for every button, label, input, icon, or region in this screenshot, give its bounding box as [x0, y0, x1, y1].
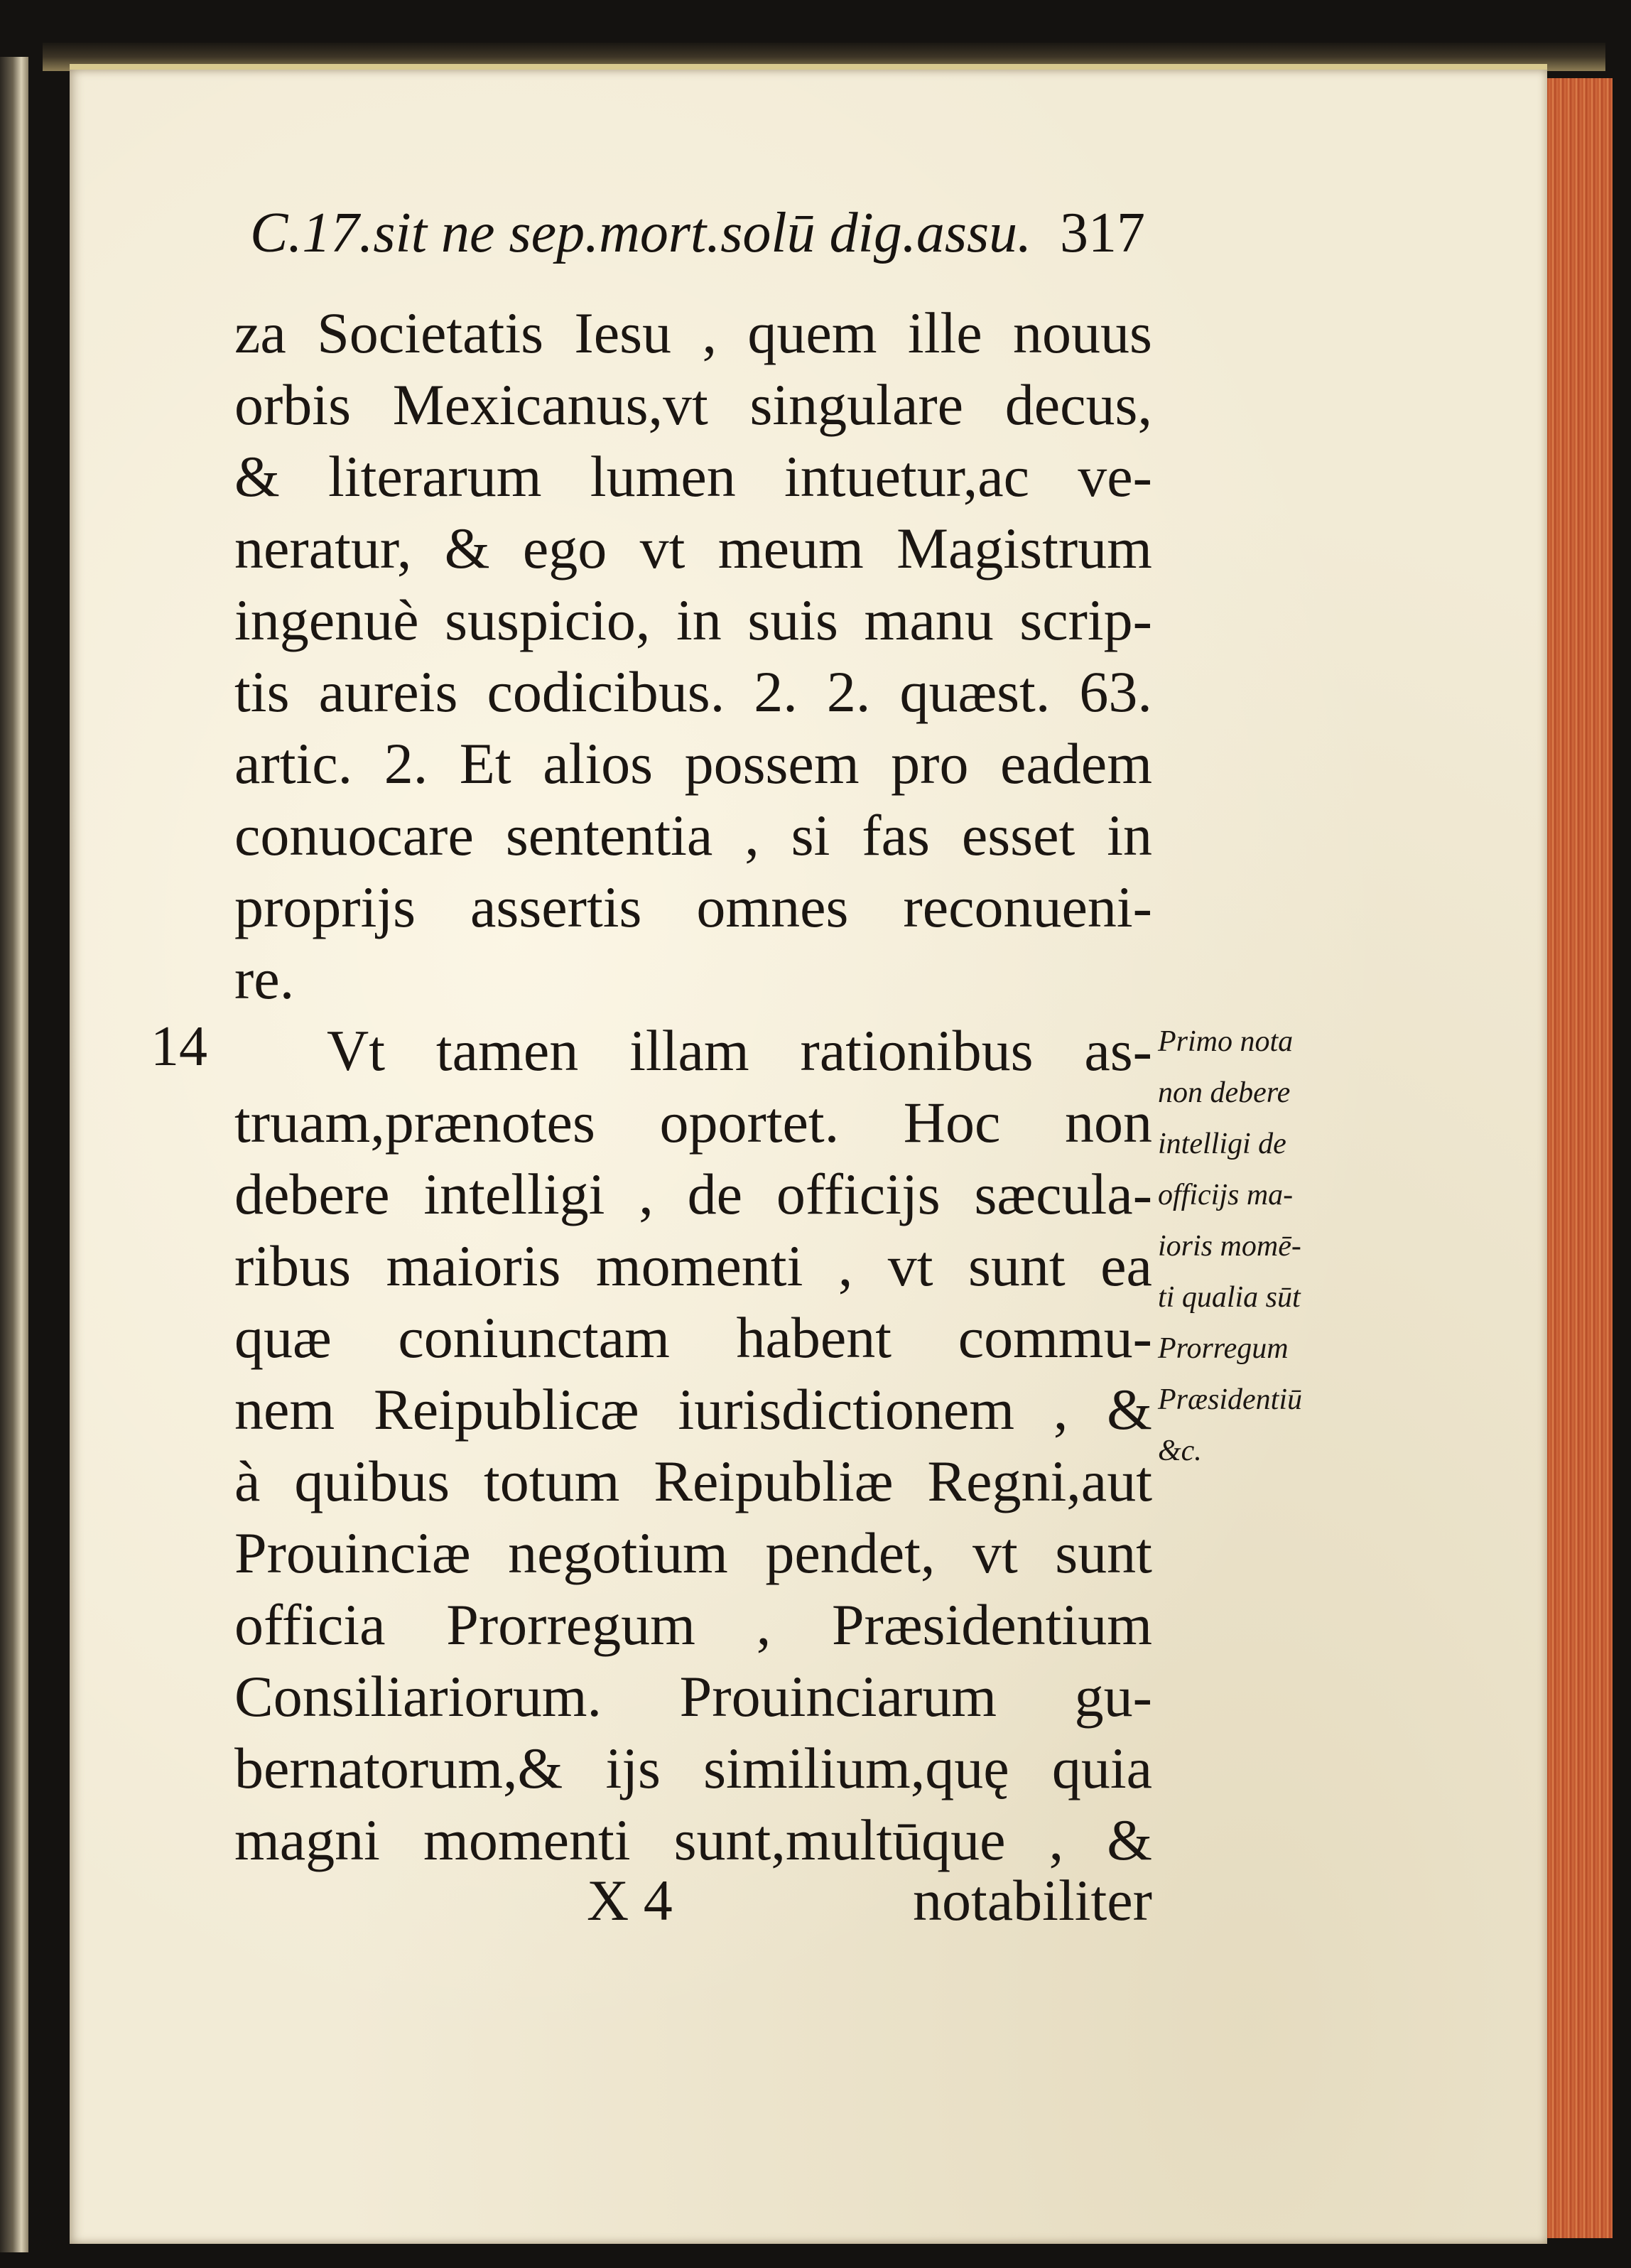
text-line: conuocare sententia , si fas esset in: [234, 803, 1152, 868]
marginal-note-line: Prorregum: [1158, 1332, 1289, 1365]
marginal-note-line: non debere: [1158, 1076, 1291, 1109]
marginal-note-line: intelligi de: [1158, 1128, 1286, 1160]
text-line: ribus maioris momenti , vt sunt ea: [234, 1233, 1152, 1298]
text-line: ingenuè suspicio, in suis manu scrip-: [234, 588, 1152, 652]
text-line: bernatorum,& ijs similium,quę quia: [234, 1736, 1152, 1800]
text-line: za Societatis Iesu , quem ille nouus: [234, 301, 1152, 365]
marginal-note-line: ioris momē-: [1158, 1230, 1301, 1263]
text-line: quæ coniunctam habent commu-: [234, 1305, 1152, 1370]
text-line: officia Prorregum , Præsidentium: [234, 1592, 1152, 1657]
facing-page-edge: [0, 57, 28, 2252]
text-line: tis aureis codicibus. 2. 2. quæst. 63.: [234, 659, 1152, 724]
page-footer: [234, 1862, 1152, 1940]
text-line: Consiliariorum. Prouinciarum gu-: [234, 1664, 1152, 1729]
text-line: Vt tamen illam rationibus as-: [327, 1018, 1152, 1083]
text-line: truam,prænotes oportet. Hoc non: [234, 1090, 1152, 1155]
marginal-note-line: officijs ma-: [1158, 1179, 1294, 1211]
text-line: magni momenti sunt,multūque , &: [234, 1808, 1152, 1872]
text-line: artic. 2. Et alios possem pro eadem: [234, 731, 1152, 796]
text-line: Prouinciæ negotium pendet, vt sunt: [234, 1521, 1152, 1585]
text-line: à quibus totum Reipubliæ Regni,aut: [234, 1449, 1152, 1513]
marginal-note: [1158, 1016, 1378, 1476]
catchword: notabiliter: [912, 1868, 1152, 1933]
marginal-note-line: &c.: [1158, 1435, 1202, 1467]
running-title: C.17.sit ne sep.mort.solū dig.assu.: [250, 202, 1032, 264]
red-fore-edge: [1547, 78, 1613, 2238]
text-line: neratur, & ego vt meum Magistrum: [234, 516, 1152, 580]
page-number: 317: [1060, 202, 1145, 264]
signature-mark: X 4: [587, 1868, 673, 1933]
main-text-block: [234, 297, 1152, 1876]
text-line: & literarum lumen intuetur,ac ve-: [234, 444, 1152, 509]
marginal-note-line: Primo nota: [1158, 1025, 1294, 1058]
marginal-note-line: Præsidentiū: [1158, 1383, 1303, 1416]
text-line: proprijs assertis omnes reconueni-: [234, 875, 1152, 939]
running-header: [250, 190, 1145, 276]
marginal-note-line: ti qualia sūt: [1158, 1281, 1301, 1314]
text-line: debere intelligi , de officijs sæcula-: [234, 1162, 1152, 1226]
margin-section-number: 14: [151, 1015, 207, 1078]
text-line: nem Reipublicæ iurisdictionem , &: [234, 1377, 1152, 1442]
text-line: orbis Mexicanus,vt singulare decus,: [234, 372, 1152, 437]
text-line: re.: [234, 946, 295, 1011]
